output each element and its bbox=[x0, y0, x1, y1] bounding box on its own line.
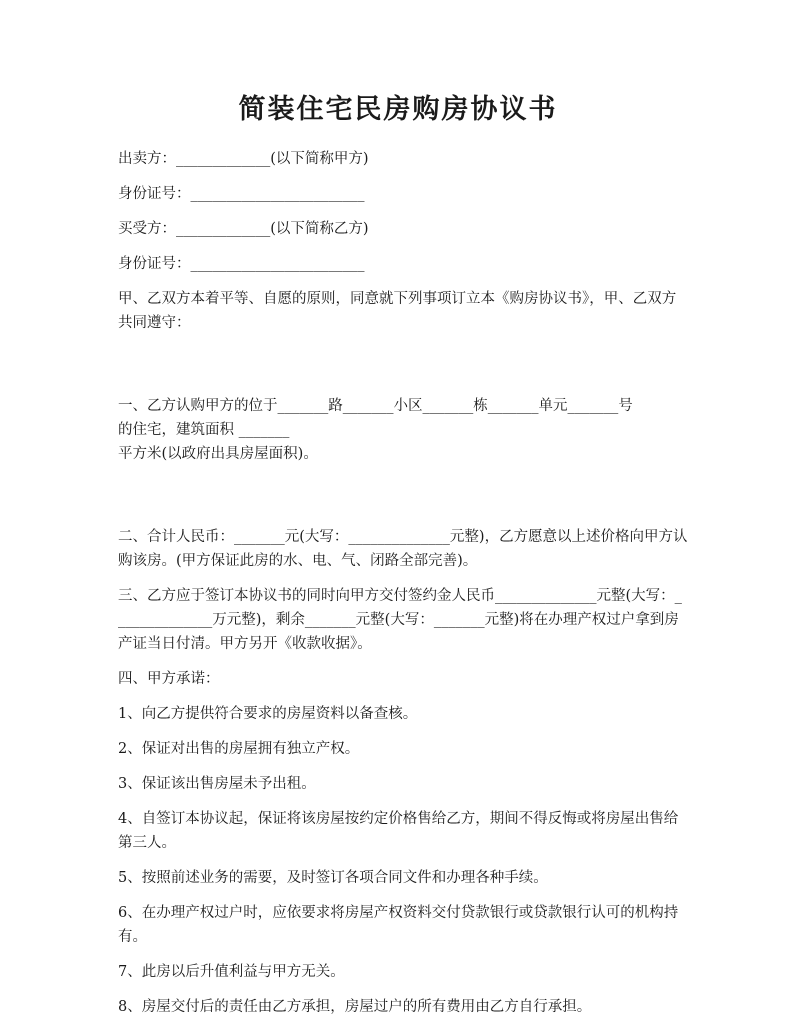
promise-item: 8、房屋交付后的责任由乙方承担，房屋过户的所有费用由乙方自行承担。 bbox=[118, 999, 592, 1015]
promise-item: 3、保证该出售房屋未予出租。 bbox=[118, 776, 316, 792]
clause-1-line: 平方米(以政府出具房屋面积)。 bbox=[118, 446, 318, 462]
document-title: 简装住宅民房购房协议书 bbox=[238, 94, 558, 125]
promise-item: 5、按照前述业务的需要，及时签订各项合同文件和办理各种手续。 bbox=[118, 870, 548, 886]
buyer-id-line: 身份证号：________________________ bbox=[118, 256, 365, 272]
promise-item: 4、自签订本协议起，保证将该房屋按约定价格售给乙方，期间不得反悔或将房屋出售给第三人。 bbox=[118, 811, 679, 851]
clause-2: 二、合计人民币：_______元(大写：______________元整)，乙方愿意以上述价格向甲方认购该房。(甲方保证此房的水、电、气、闭路全部完善)。 bbox=[118, 529, 688, 569]
document-body bbox=[118, 147, 688, 1030]
intro-paragraph: 甲、乙双方本着平等、自愿的原则，同意就下列事项订立本《购房协议书》，甲、乙双方共同遵守： bbox=[118, 291, 677, 331]
promise-item: 7、此房以后升值利益与甲方无关。 bbox=[118, 964, 345, 980]
promise-item: 2、保证对出售的房屋拥有独立产权。 bbox=[118, 741, 360, 757]
promise-item: 1、向乙方提供符合要求的房屋资料以备查核。 bbox=[118, 706, 418, 722]
promise-item: 6、在办理产权过户时，应依要求将房屋产权资料交付贷款银行或贷款银行认可的机构持有。 bbox=[118, 905, 679, 945]
clause-1 bbox=[118, 346, 688, 514]
seller-id-line: 身份证号：________________________ bbox=[118, 186, 365, 202]
clause-1-line: 的住宅，建筑面积 _______ bbox=[118, 422, 290, 438]
clause-3: 三、乙方应于签订本协议书的同时向甲方交付签约金人民币______________元整(大写：______________万元整)，剩余_______元整(大写：_______元整)将在办理产权过户拿到房产证当日付清。甲方另开《收款收据》。 bbox=[118, 588, 682, 652]
seller-line: 出卖方：_____________(以下简称甲方) bbox=[118, 151, 369, 167]
clause-1-line: 一、乙方认购甲方的位于_______路_______小区_______栋_______单元_______号 bbox=[118, 398, 633, 414]
buyer-line: 买受方：_____________(以下简称乙方) bbox=[118, 221, 369, 237]
clause-4-heading: 四、甲方承诺： bbox=[118, 671, 220, 687]
